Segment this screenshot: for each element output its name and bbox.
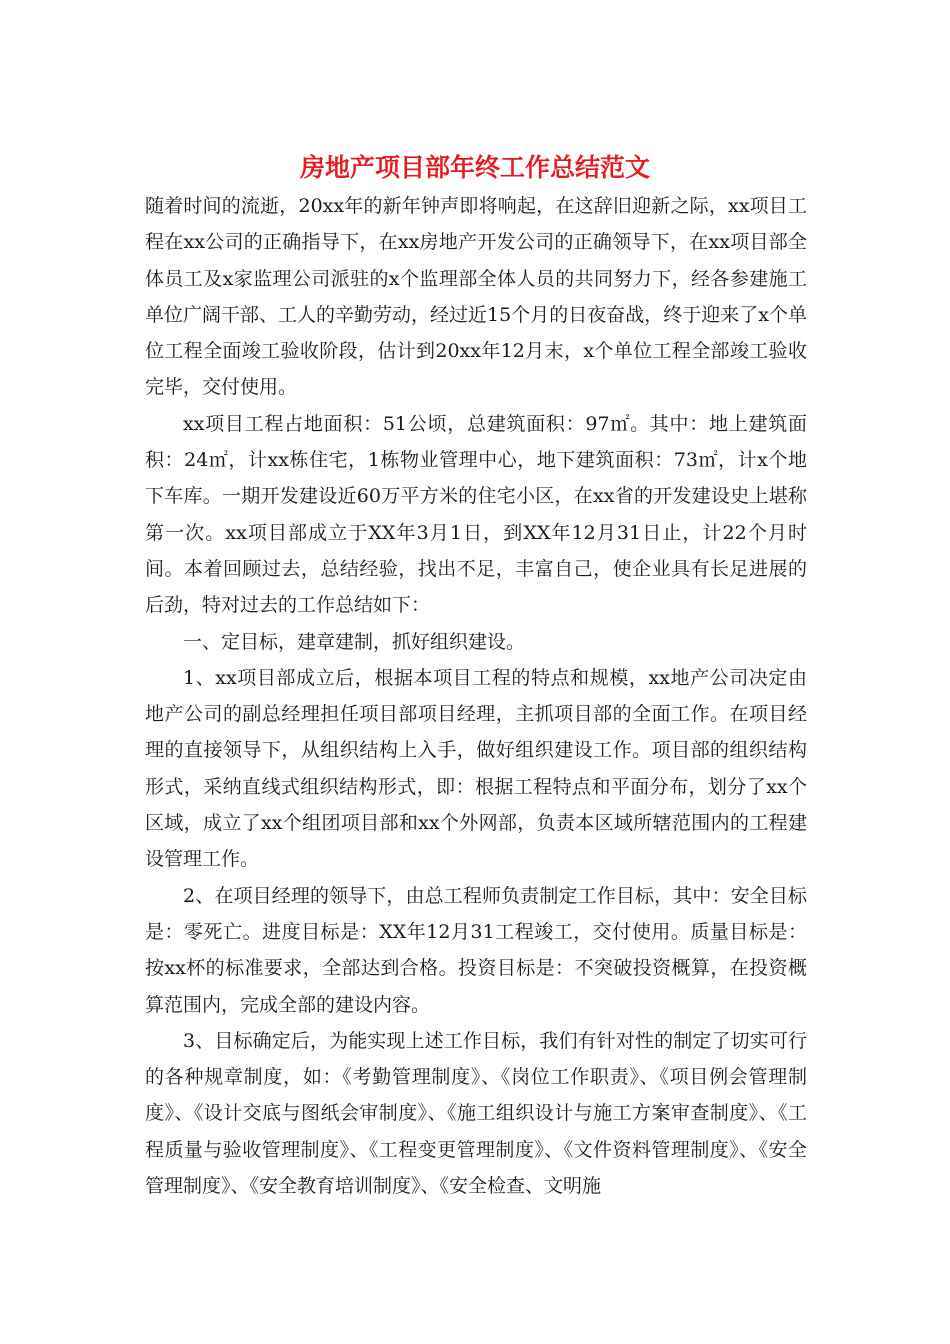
- paragraph-project-overview: xx项目工程占地面积：51公顷，总建筑面积：97㎡。其中：地上建筑面积：24㎡，计xx栋住宅，1栋物业管理中心，地下建筑面积：73㎡，计x个地下车库。一期开发建设近60万平方米的住宅小区，在xx省的开发建设史上堪称第一次。xx项目部成立于XX年3月1日，到XX年12月31日止，计22个月时间。本着回顾过去，总结经验，找出不足，丰富自己，使企业具有长足进展的后劲，特对过去的工作总结如下：: [145, 412, 807, 617]
- paragraph-intro: 随着时间的流逝，20xx年的新年钟声即将响起，在这辞旧迎新之际，xx项目工程在xx公司的正确指导下，在xx房地产开发公司的正确领导下，在xx项目部全体员工及x家监理公司派驻的x个监理部全体人员的共同努力下，经各参建施工单位广阔干部、工人的辛勤劳动，经过近15个月的日夜奋战，终于迎来了x个单位工程全面竣工验收阶段，估计到20xx年12月末，x个单位工程全部竣工验收完毕，交付使用。: [145, 195, 807, 399]
- document-title: 房地产项目部年终工作总结范文: [299, 153, 650, 182]
- paragraph-item-2: 2、在项目经理的领导下，由总工程师负责制定工作目标，其中：安全目标是：零死亡。进度目标是：XX年12月31工程竣工，交付使用。质量目标是：按xx杯的标准要求，全部达到合格。投资目标是：不突破投资概算，在投资概算范围内，完成全部的建设内容。: [145, 884, 807, 1016]
- paragraph-item-3: 3、目标确定后，为能实现上述工作目标，我们有针对性的制定了切实可行的各种规章制度，如：《考勤管理制度》、《岗位工作职责》、《项目例会管理制度》、《设计交底与图纸会审制度》、《施工组织设计与施工方案审查制度》、《工程质量与验收管理制度》、《工程变更管理制度》、《文件资料管理制度》、《安全管理制度》、《安全教育培训制度》、《安全检查、文明施: [145, 1029, 807, 1198]
- document-body: [145, 188, 807, 1204]
- paragraph-item-1: 1、xx项目部成立后，根据本项目工程的特点和规模，xx地产公司决定由地产公司的副总经理担任项目部项目经理，主抓项目部的全面工作。在项目经理的直接领导下，从组织结构上入手，做好组织建设工作。项目部的组织结构形式，采纳直线式组织结构形式，即：根据工程特点和平面分布，划分了xx个区域，成立了xx个组团项目部和xx个外网部，负责本区域所辖范围内的工程建设管理工作。: [145, 666, 807, 871]
- section-heading-1: 一、定目标，建章建制，抓好组织建设。: [183, 630, 526, 653]
